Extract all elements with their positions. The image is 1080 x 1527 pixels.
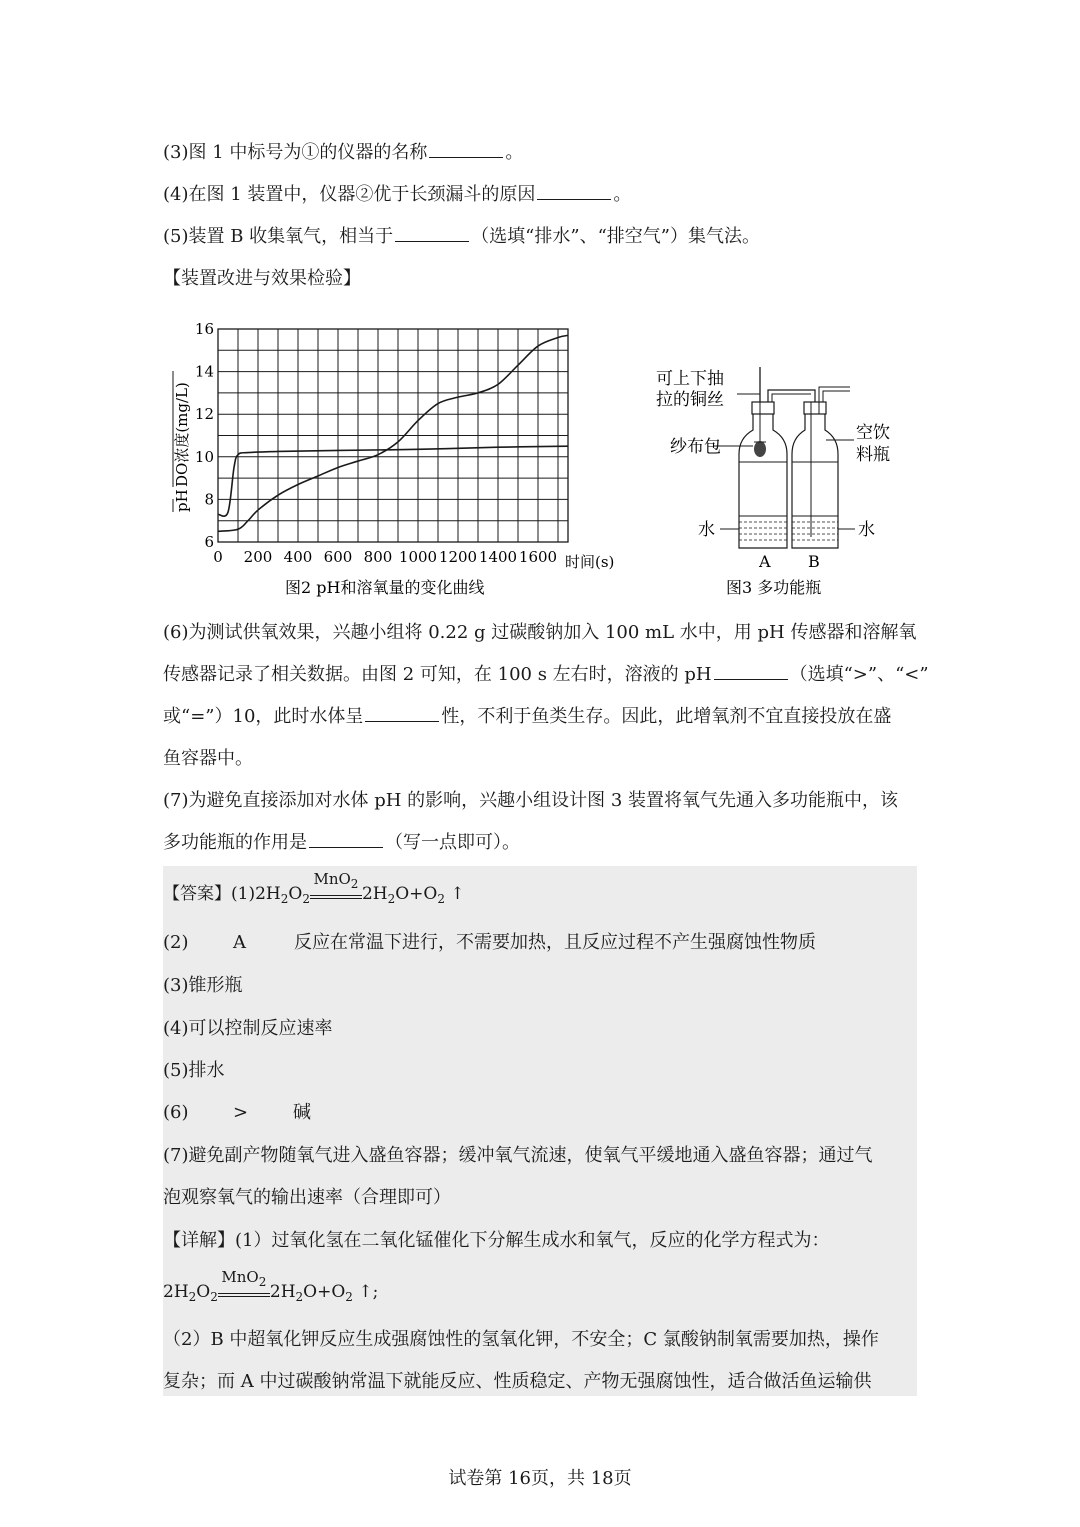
answer-blank[interactable] — [309, 831, 383, 848]
x-tick-label: 1600 — [518, 548, 558, 566]
series-line-2 — [218, 335, 568, 531]
label-wire-2: 拉的铜丝 — [656, 390, 724, 410]
figure-3-caption: 图3 多功能瓶 — [726, 578, 822, 597]
chart-ticks — [195, 320, 557, 566]
question-7-line-1: (7)为避免直接添加对水体 pH 的影响，兴趣小组设计图 3 装置将氧气先通入多功能瓶中，该 — [163, 790, 899, 811]
answer-1: 【答案】$(1)2H_2O_2$ MnO$_2$ $2H_2O+O_2$ ↑ — [163, 870, 465, 906]
reaction-arrow: MnO$_2$ — [310, 887, 362, 899]
question-7-line-2: 多功能瓶的作用是 （写一点即可）。 — [163, 832, 520, 853]
answer-2: (2) A 反应在常温下进行，不需要加热，且反应过程不产生强腐蚀性物质 — [163, 932, 816, 953]
question-6-line-4: 鱼容器中。 — [163, 748, 253, 769]
answer-3: (3)锥形瓶 — [163, 975, 243, 996]
x-tick-label: 200 — [243, 548, 273, 566]
label-gauze: 纱布包 — [670, 437, 721, 457]
section-title: 【装置改进与效果检验】 — [163, 268, 361, 289]
y-tick-label: 16 — [194, 320, 214, 338]
y-axis-label-do: DO浓度(mg/L) — [173, 382, 191, 487]
answer-blank[interactable] — [365, 705, 439, 722]
figure-3-apparatus — [650, 362, 910, 602]
x-axis-unit: 时间(s) — [565, 553, 615, 571]
y-tick-label: 8 — [204, 490, 214, 509]
answer-blank[interactable] — [395, 225, 469, 242]
question-5: (5)装置 B 收集氧气，相当于 （选填“排水”、“排空气”）集气法。 — [163, 226, 760, 247]
answer-blank[interactable] — [537, 183, 611, 200]
y-tick-label: 14 — [194, 362, 214, 381]
y-axis-label-ph: pH — [173, 489, 191, 512]
detail-equation: $2H_2O_2$ MnO$_2$ $2H_2O+O_2$ ↑; — [163, 1268, 379, 1304]
page-footer: 试卷第 16页，共 18页 — [448, 1468, 632, 1489]
chart-series — [218, 335, 568, 531]
y-tick-label: 12 — [194, 405, 214, 424]
detail-2-line-2: 复杂；而 A 中过碳酸钠常温下就能反应、性质稳定、产物无强腐蚀性，适合做活鱼运输供 — [163, 1371, 872, 1392]
question-6-line-2: 传感器记录了相关数据。由图 2 可知，在 100 s 左右时，溶液的 pH （选填“>”、“<” — [163, 664, 929, 685]
figure-2-caption: 图2 pH和溶氧量的变化曲线 — [285, 578, 485, 597]
reaction-arrow: MnO$_2$ — [218, 1285, 270, 1297]
label-a: A — [759, 552, 771, 571]
figure-2-chart — [160, 312, 630, 602]
answer-7-line-2: 泡观察氧气的输出速率（合理即可） — [163, 1187, 451, 1208]
chart-grid — [218, 329, 568, 542]
answer-4: (4)可以控制反应速率 — [163, 1018, 333, 1039]
answer-blank[interactable] — [714, 663, 788, 680]
answer-7-line-1: (7)避免副产物随氧气进入盛鱼容器；缓冲氧气流速，使氧气平缓地通入盛鱼容器；通过气 — [163, 1145, 873, 1166]
label-water-left: 水 — [698, 520, 715, 540]
bottle-a — [739, 402, 787, 548]
y-tick-label: 6 — [204, 533, 214, 551]
detail-2-line-1: （2）B 中超氧化钾反应生成强腐蚀性的氢氧化钾，不安全；C 氯酸钠制氧需要加热，操作 — [163, 1329, 879, 1350]
label-bottle-1: 空饮 — [856, 423, 890, 443]
detail-1: 【详解】(1）过氧化氢在二氧化锰催化下分解生成水和氧气，反应的化学方程式为： — [163, 1230, 830, 1251]
label-b: B — [808, 552, 820, 571]
answer-5: (5)排水 — [163, 1060, 225, 1081]
label-water-right: 水 — [858, 520, 875, 540]
y-tick-label: 10 — [194, 447, 214, 466]
x-tick-label: 0 — [213, 548, 223, 566]
x-tick-label: 600 — [323, 548, 353, 566]
x-tick-label: 1400 — [478, 548, 518, 566]
question-3: (3)图 1 中标号为①的仪器的名称 。 — [163, 142, 524, 163]
label-wire-1: 可上下抽 — [656, 369, 724, 389]
x-tick-label: 800 — [363, 548, 393, 566]
question-6-line-3: 或“=”）10，此时水体呈 性，不利于鱼类生存。因此，此增氧剂不宜直接投放在盛 — [163, 706, 892, 727]
question-6-line-1: (6)为测试供氧效果，兴趣小组将 0.22 g 过碳酸钠加入 100 mL 水中，用 pH 传感器和溶解氧 — [163, 622, 917, 643]
answer-6: (6) > 碱 — [163, 1102, 311, 1123]
question-4: (4)在图 1 装置中，仪器②优于长颈漏斗的原因 。 — [163, 184, 632, 205]
bottle-b — [792, 402, 838, 548]
answer-blank[interactable] — [429, 141, 503, 158]
label-bottle-2: 料瓶 — [856, 445, 890, 465]
gauze-bag — [754, 441, 766, 457]
x-tick-label: 400 — [283, 548, 313, 566]
x-tick-label: 1200 — [438, 548, 478, 566]
x-tick-label: 1000 — [398, 548, 438, 566]
